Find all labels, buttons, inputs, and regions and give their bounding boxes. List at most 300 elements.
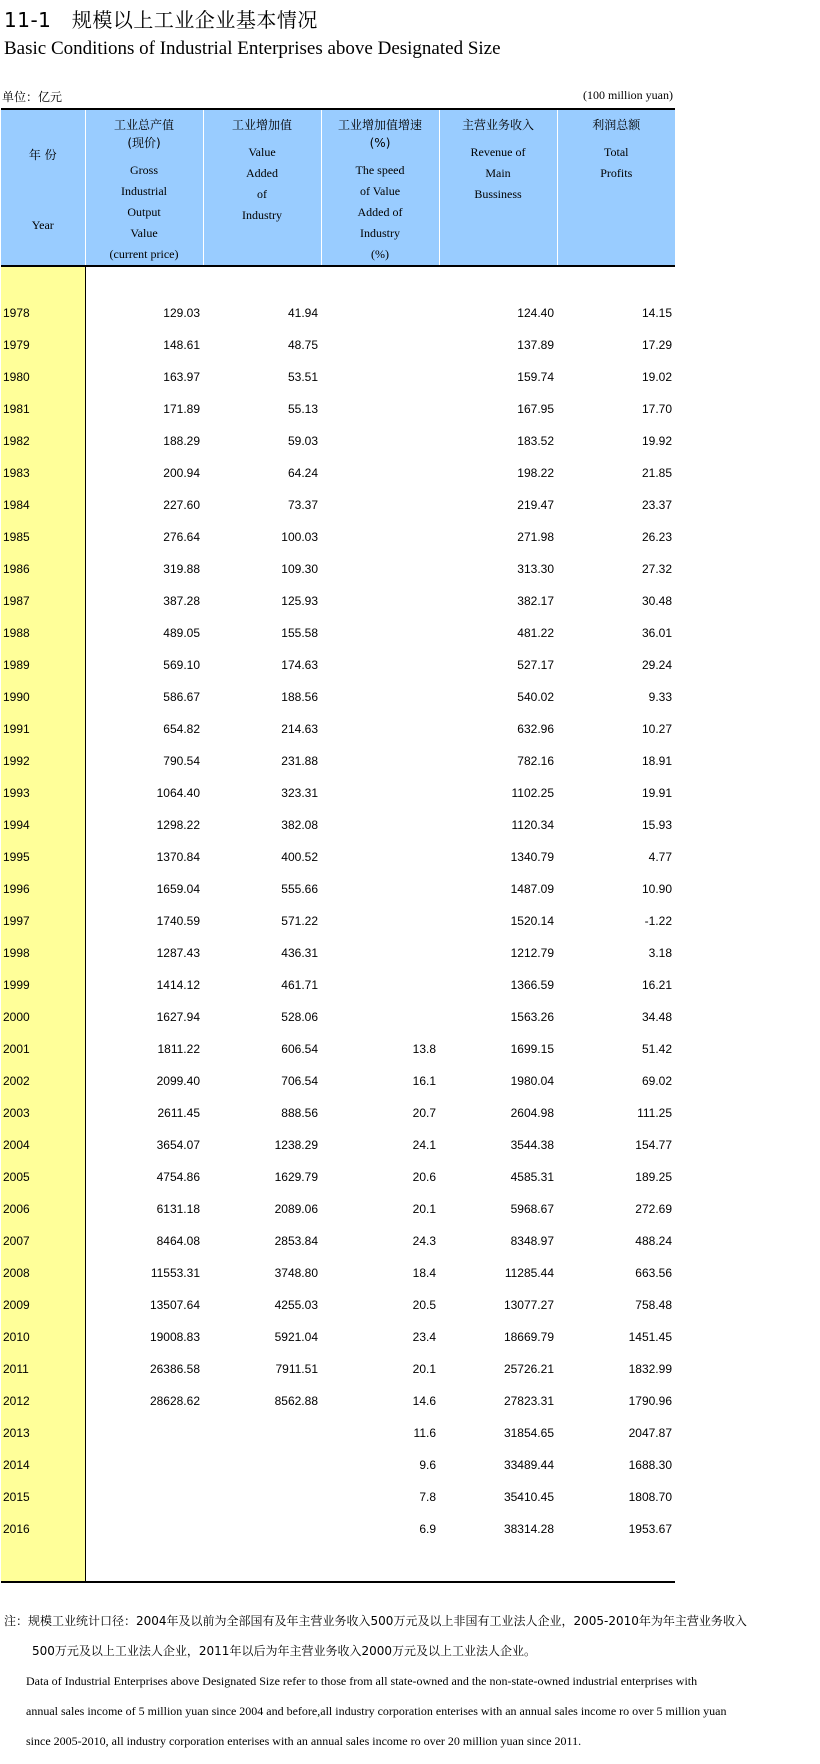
cell-total-profits: 26.23 [641,530,672,544]
cell-year: 1998 [1,937,85,969]
cell-value-added: 155.58 [281,626,318,640]
cell-value-added: 188.56 [281,690,318,704]
cell-gross-output: 1811.22 [157,1042,200,1056]
cell-revenue: 167.95 [517,402,554,416]
cell-growth-rate [321,745,439,777]
cell-revenue: 159.74 [517,370,554,384]
cell-gross-output: 1414.12 [156,978,200,992]
cell-growth-rate [321,809,439,841]
footnote-english-line-2: annual sales income of 5 million yuan since 2004 and before,all industry corporation enterises with an annual sales income ro over 5 million yuan [26,1704,727,1718]
footnote-english-line-1: Data of Industrial Enterprises above Designated Size refer to those from all state-owned and the non-state-owned industrial enterprises with [26,1674,698,1688]
table-spacer-row [1,1545,675,1582]
cell-gross-output: 188.29 [163,434,200,448]
cell-growth-rate [321,521,439,553]
cell-total-profits: 10.27 [641,722,672,736]
table-row [1,809,675,841]
cell-growth-rate [321,361,439,393]
cell-growth-rate [321,617,439,649]
cell-growth-rate [321,905,439,937]
cell-value-added: 100.03 [281,530,318,544]
cell-growth-rate: 14.6 [412,1394,436,1408]
cell-gross-output: 1287.43 [156,946,200,960]
cell-revenue: 13077.27 [503,1298,554,1312]
cell-gross-output: 13507.64 [149,1298,200,1312]
cell-total-profits: 9.33 [648,690,672,704]
cell-total-profits: 18.91 [641,754,672,768]
column-header-cn: 工业总产值 (现价) [113,118,174,150]
cell-revenue: 313.30 [517,562,554,576]
cell-year: 2012 [1,1385,85,1417]
cell-total-profits: 111.25 [637,1106,672,1120]
cell-growth-rate [321,969,439,1001]
cell-total-profits: 21.85 [641,466,672,480]
cell-growth-rate [321,553,439,585]
cell-value-added: 888.56 [281,1106,318,1120]
cell-revenue: 124.40 [517,306,554,320]
cell-year: 2000 [1,1001,85,1033]
cell-revenue: 1366.59 [510,978,554,992]
column-header-cn: 年 份 [28,148,57,162]
cell-value-added: 323.31 [281,786,318,800]
cell-growth-rate: 18.4 [412,1266,436,1280]
cell-growth-rate [321,425,439,457]
cell-total-profits: 272.69 [635,1202,672,1216]
cell-total-profits: 154.77 [635,1138,672,1152]
cell-year: 1987 [1,585,85,617]
cell-revenue: 481.22 [517,626,554,640]
table-row [1,841,675,873]
cell-revenue: 540.02 [517,690,554,704]
unit-label-chinese: 单位：亿元 [2,90,63,104]
cell-total-profits: 19.92 [641,434,672,448]
cell-year: 1978 [1,297,85,329]
table-row [1,905,675,937]
cell-growth-rate: 20.7 [412,1106,436,1120]
table-row [1,1129,675,1161]
cell-growth-rate [321,457,439,489]
cell-total-profits: 189.25 [635,1170,672,1184]
cell-total-profits: 36.01 [641,626,672,640]
cell-value-added: 1238.29 [274,1138,318,1152]
cell-value-added: 2089.06 [274,1202,318,1216]
cell-total-profits: 663.56 [635,1266,672,1280]
cell-value-added: 606.54 [281,1042,318,1056]
table-row [1,489,675,521]
cell-gross-output: 28628.62 [149,1394,200,1408]
cell-value-added: 41.94 [287,306,318,320]
table-row [1,1385,675,1417]
cell-gross-output: 171.89 [163,402,200,416]
cell-total-profits: 1808.70 [628,1490,672,1504]
cell-year: 1991 [1,713,85,745]
spacer-cell [557,1545,675,1582]
cell-total-profits: 14.15 [641,306,672,320]
cell-total-profits: 51.42 [641,1042,672,1056]
cell-revenue: 33489.44 [503,1458,554,1472]
spacer-cell [557,266,675,297]
spacer-cell [1,266,85,297]
cell-gross-output: 569.10 [163,658,200,672]
cell-total-profits: 4.77 [648,850,672,864]
cell-revenue: 183.52 [517,434,554,448]
cell-value-added: 2853.84 [274,1234,318,1248]
cell-gross-output [85,1481,203,1513]
cell-growth-rate: 20.5 [412,1298,436,1312]
cell-revenue: 11285.44 [504,1266,554,1280]
cell-growth-rate [321,841,439,873]
table-row [1,873,675,905]
cell-gross-output: 3654.07 [156,1138,200,1152]
table-row [1,1321,675,1353]
cell-gross-output: 129.03 [163,306,200,320]
spacer-cell [85,266,203,297]
table-title-chinese: 11-1 规模以上工业企业基本情况 [4,8,318,32]
cell-value-added: 214.63 [281,722,318,736]
cell-revenue: 271.98 [517,530,554,544]
cell-growth-rate: 11.6 [413,1426,436,1440]
table-header-row [1,109,675,266]
cell-growth-rate [321,873,439,905]
spacer-cell [85,1545,203,1582]
table-row [1,1289,675,1321]
column-header-cn: 工业增加值增速 (%) [337,118,422,150]
cell-gross-output: 1298.22 [156,818,200,832]
column-header-total-profits [557,109,675,266]
table-row [1,1449,675,1481]
cell-growth-rate: 24.3 [412,1234,436,1248]
table-row [1,457,675,489]
table-row [1,1417,675,1449]
cell-value-added: 4255.03 [274,1298,318,1312]
cell-value-added: 571.22 [281,914,318,928]
cell-revenue: 25726.21 [503,1362,554,1376]
table-row [1,1193,675,1225]
cell-year: 2001 [1,1033,85,1065]
cell-value-added: 125.93 [281,594,318,608]
cell-gross-output: 19008.83 [149,1330,200,1344]
table-row [1,1001,675,1033]
cell-gross-output: 1740.59 [156,914,200,928]
spacer-cell [203,1545,321,1582]
cell-total-profits: 1832.99 [628,1362,672,1376]
table-row [1,1481,675,1513]
cell-growth-rate [321,1001,439,1033]
cell-year: 2003 [1,1097,85,1129]
cell-revenue: 1212.79 [510,946,554,960]
cell-gross-output [85,1513,203,1545]
spacer-cell [1,1545,85,1582]
cell-value-added: 174.63 [281,658,318,672]
cell-year: 2002 [1,1065,85,1097]
cell-gross-output: 654.82 [163,722,200,736]
cell-revenue: 1487.09 [510,882,554,896]
cell-revenue: 219.47 [517,498,554,512]
cell-total-profits: 19.02 [641,370,672,384]
cell-revenue: 782.16 [517,754,554,768]
cell-total-profits: 23.37 [641,498,672,512]
cell-value-added: 555.66 [281,882,318,896]
spacer-cell [203,266,321,297]
cell-year: 1999 [1,969,85,1001]
cell-total-profits: 19.91 [641,786,672,800]
cell-growth-rate [321,489,439,521]
cell-growth-rate: 6.9 [419,1522,436,1536]
cell-year: 1992 [1,745,85,777]
cell-value-added: 528.06 [281,1010,318,1024]
spacer-cell [321,1545,439,1582]
cell-gross-output: 200.94 [163,466,200,480]
cell-growth-rate: 20.6 [412,1170,436,1184]
table-row [1,1353,675,1385]
table-spacer-row [1,266,675,297]
column-header-en: Year [31,218,54,232]
cell-year: 2004 [1,1129,85,1161]
cell-year: 2011 [1,1353,85,1385]
table-row [1,969,675,1001]
cell-gross-output: 11553.31 [150,1266,200,1280]
footnote-chinese-line-2: 500万元及以上工业法人企业，2011年以后为年主营业务收入2000万元及以上工业法人企业。 [32,1644,536,1658]
cell-revenue: 5968.67 [510,1202,554,1216]
cell-gross-output [85,1449,203,1481]
cell-total-profits: 29.24 [641,658,672,672]
cell-gross-output: 148.61 [163,338,200,352]
table-row [1,777,675,809]
cell-revenue: 198.22 [517,466,554,480]
table-row [1,681,675,713]
cell-year: 1994 [1,809,85,841]
cell-year: 1985 [1,521,85,553]
cell-growth-rate: 20.1 [412,1362,436,1376]
cell-total-profits: 488.24 [635,1234,672,1248]
cell-gross-output: 387.28 [163,594,200,608]
cell-value-added: 461.71 [281,978,318,992]
cell-year: 2007 [1,1225,85,1257]
table-row [1,361,675,393]
cell-value-added [203,1417,321,1449]
cell-total-profits: 758.48 [635,1298,672,1312]
cell-total-profits: 17.29 [641,338,672,352]
cell-revenue: 31854.65 [503,1426,554,1440]
column-header-gross-output [85,109,203,266]
cell-gross-output: 227.60 [163,498,200,512]
column-header-en: Value Added of Industry [242,145,282,222]
cell-revenue: 1520.14 [510,914,554,928]
column-header-cn: 主营业务收入 [461,118,534,132]
cell-total-profits: 27.32 [641,562,672,576]
cell-growth-rate: 16.1 [412,1074,436,1088]
cell-revenue: 4585.31 [510,1170,554,1184]
cell-value-added: 55.13 [287,402,318,416]
cell-gross-output: 1627.94 [156,1010,200,1024]
table-row [1,425,675,457]
table-row [1,1513,675,1545]
cell-revenue: 1699.15 [510,1042,554,1056]
cell-year: 1997 [1,905,85,937]
cell-revenue: 1102.25 [511,786,554,800]
cell-revenue: 137.89 [517,338,554,352]
cell-value-added: 48.75 [287,338,318,352]
cell-total-profits: 10.90 [641,882,672,896]
cell-gross-output: 1064.40 [156,786,200,800]
cell-value-added [203,1513,321,1545]
cell-total-profits: 1953.67 [628,1522,672,1536]
cell-year: 1995 [1,841,85,873]
cell-revenue: 632.96 [517,722,554,736]
cell-growth-rate: 9.6 [419,1458,436,1472]
cell-value-added: 7911.51 [275,1362,318,1376]
cell-gross-output: 163.97 [163,370,200,384]
cell-revenue: 38314.28 [503,1522,554,1536]
footnote-english-line-3: since 2005-2010, all industry corporation enterises with an annual sales income ro over 20 million yuan since 2011. [26,1734,582,1748]
table-row [1,649,675,681]
cell-year: 2008 [1,1257,85,1289]
cell-total-profits: 2047.87 [628,1426,672,1440]
cell-value-added: 400.52 [281,850,318,864]
cell-year: 2013 [1,1417,85,1449]
table-title-english: Basic Conditions of Industrial Enterprises above Designated Size [4,38,501,59]
cell-growth-rate [321,393,439,425]
column-header-year [1,109,85,266]
cell-value-added: 706.54 [281,1074,318,1088]
cell-value-added: 1629.79 [274,1170,318,1184]
table-row [1,521,675,553]
spacer-cell [321,266,439,297]
cell-growth-rate [321,937,439,969]
cell-year: 2014 [1,1449,85,1481]
table-row [1,329,675,361]
table-row [1,713,675,745]
cell-gross-output: 1370.84 [156,850,200,864]
cell-total-profits: 30.48 [641,594,672,608]
cell-gross-output: 489.05 [163,626,200,640]
table-row [1,553,675,585]
table-row [1,745,675,777]
cell-revenue: 3544.38 [510,1138,554,1152]
table-row [1,393,675,425]
cell-total-profits: -1.22 [644,914,672,928]
cell-year: 1979 [1,329,85,361]
cell-value-added [203,1449,321,1481]
cell-gross-output: 586.67 [163,690,200,704]
cell-total-profits: 69.02 [641,1074,672,1088]
cell-gross-output: 2099.40 [156,1074,200,1088]
column-header-en: The speed of Value Added of Industry (%) [355,163,405,261]
cell-gross-output: 1659.04 [156,882,200,896]
cell-year: 2005 [1,1161,85,1193]
cell-year: 1996 [1,873,85,905]
cell-revenue: 382.17 [517,594,554,608]
cell-revenue: 8348.97 [510,1234,554,1248]
cell-gross-output: 2611.45 [157,1106,200,1120]
cell-value-added: 59.03 [287,434,318,448]
column-header-cn: 工业增加值 [231,118,292,132]
cell-gross-output: 276.64 [163,530,200,544]
cell-gross-output: 790.54 [163,754,200,768]
cell-growth-rate [321,681,439,713]
cell-growth-rate [321,649,439,681]
cell-year: 2010 [1,1321,85,1353]
cell-total-profits: 34.48 [641,1010,672,1024]
column-header-growth-rate [321,109,439,266]
cell-value-added: 8562.88 [274,1394,318,1408]
cell-total-profits: 1451.45 [628,1330,672,1344]
cell-year: 1986 [1,553,85,585]
cell-revenue: 1563.26 [510,1010,554,1024]
statistics-table [1,108,675,1583]
cell-value-added: 53.51 [287,370,318,384]
cell-total-profits: 3.18 [648,946,672,960]
column-header-value-added [203,109,321,266]
cell-value-added: 231.88 [281,754,318,768]
cell-revenue: 27823.31 [503,1394,554,1408]
cell-revenue: 527.17 [517,658,554,672]
cell-growth-rate [321,329,439,361]
cell-total-profits: 1790.96 [628,1394,672,1408]
cell-year: 1993 [1,777,85,809]
spacer-cell [439,266,557,297]
unit-label-english: (100 million yuan) [583,88,673,102]
cell-value-added: 5921.04 [274,1330,318,1344]
cell-total-profits: 1688.30 [628,1458,672,1472]
cell-year: 1989 [1,649,85,681]
cell-revenue: 1340.79 [510,850,554,864]
cell-gross-output: 8464.08 [156,1234,200,1248]
table-row [1,1097,675,1129]
column-header-cn: 利润总额 [592,118,641,132]
table-row [1,1161,675,1193]
cell-revenue: 1120.34 [511,818,554,832]
footnote-chinese-line-1: 注：规模工业统计口径：2004年及以前为全部国有及年主营业务收入500万元及以上非国有工业法人企业，2005-2010年为年主营业务收入 [4,1614,747,1628]
cell-year: 2015 [1,1481,85,1513]
cell-total-profits: 16.21 [641,978,672,992]
cell-total-profits: 15.93 [641,818,672,832]
cell-value-added: 382.08 [281,818,318,832]
cell-revenue: 2604.98 [510,1106,554,1120]
column-header-revenue [439,109,557,266]
cell-year: 1983 [1,457,85,489]
cell-year: 2009 [1,1289,85,1321]
cell-growth-rate: 24.1 [412,1138,436,1152]
cell-growth-rate [321,297,439,329]
cell-growth-rate [321,713,439,745]
cell-year: 1981 [1,393,85,425]
table-row [1,297,675,329]
cell-year: 2016 [1,1513,85,1545]
cell-value-added [203,1481,321,1513]
table-row [1,617,675,649]
table-body [1,266,675,1582]
column-header-en: Revenue of Main Bussiness [470,145,526,201]
cell-gross-output: 26386.58 [149,1362,200,1376]
cell-growth-rate: 7.8 [419,1490,436,1504]
cell-gross-output: 6131.18 [156,1202,200,1216]
table-row [1,937,675,969]
cell-value-added: 73.37 [287,498,318,512]
cell-year: 2006 [1,1193,85,1225]
column-header-en: Gross Industrial Output Value (current price) [109,163,179,261]
cell-gross-output: 4754.86 [156,1170,200,1184]
table-row [1,585,675,617]
footnotes [4,1606,804,1756]
cell-revenue: 35410.45 [503,1490,554,1504]
cell-gross-output [85,1417,203,1449]
cell-growth-rate: 13.8 [412,1042,436,1056]
table-row [1,1033,675,1065]
cell-gross-output: 319.88 [163,562,200,576]
cell-value-added: 3748.80 [274,1266,318,1280]
cell-year: 1982 [1,425,85,457]
cell-year: 1988 [1,617,85,649]
